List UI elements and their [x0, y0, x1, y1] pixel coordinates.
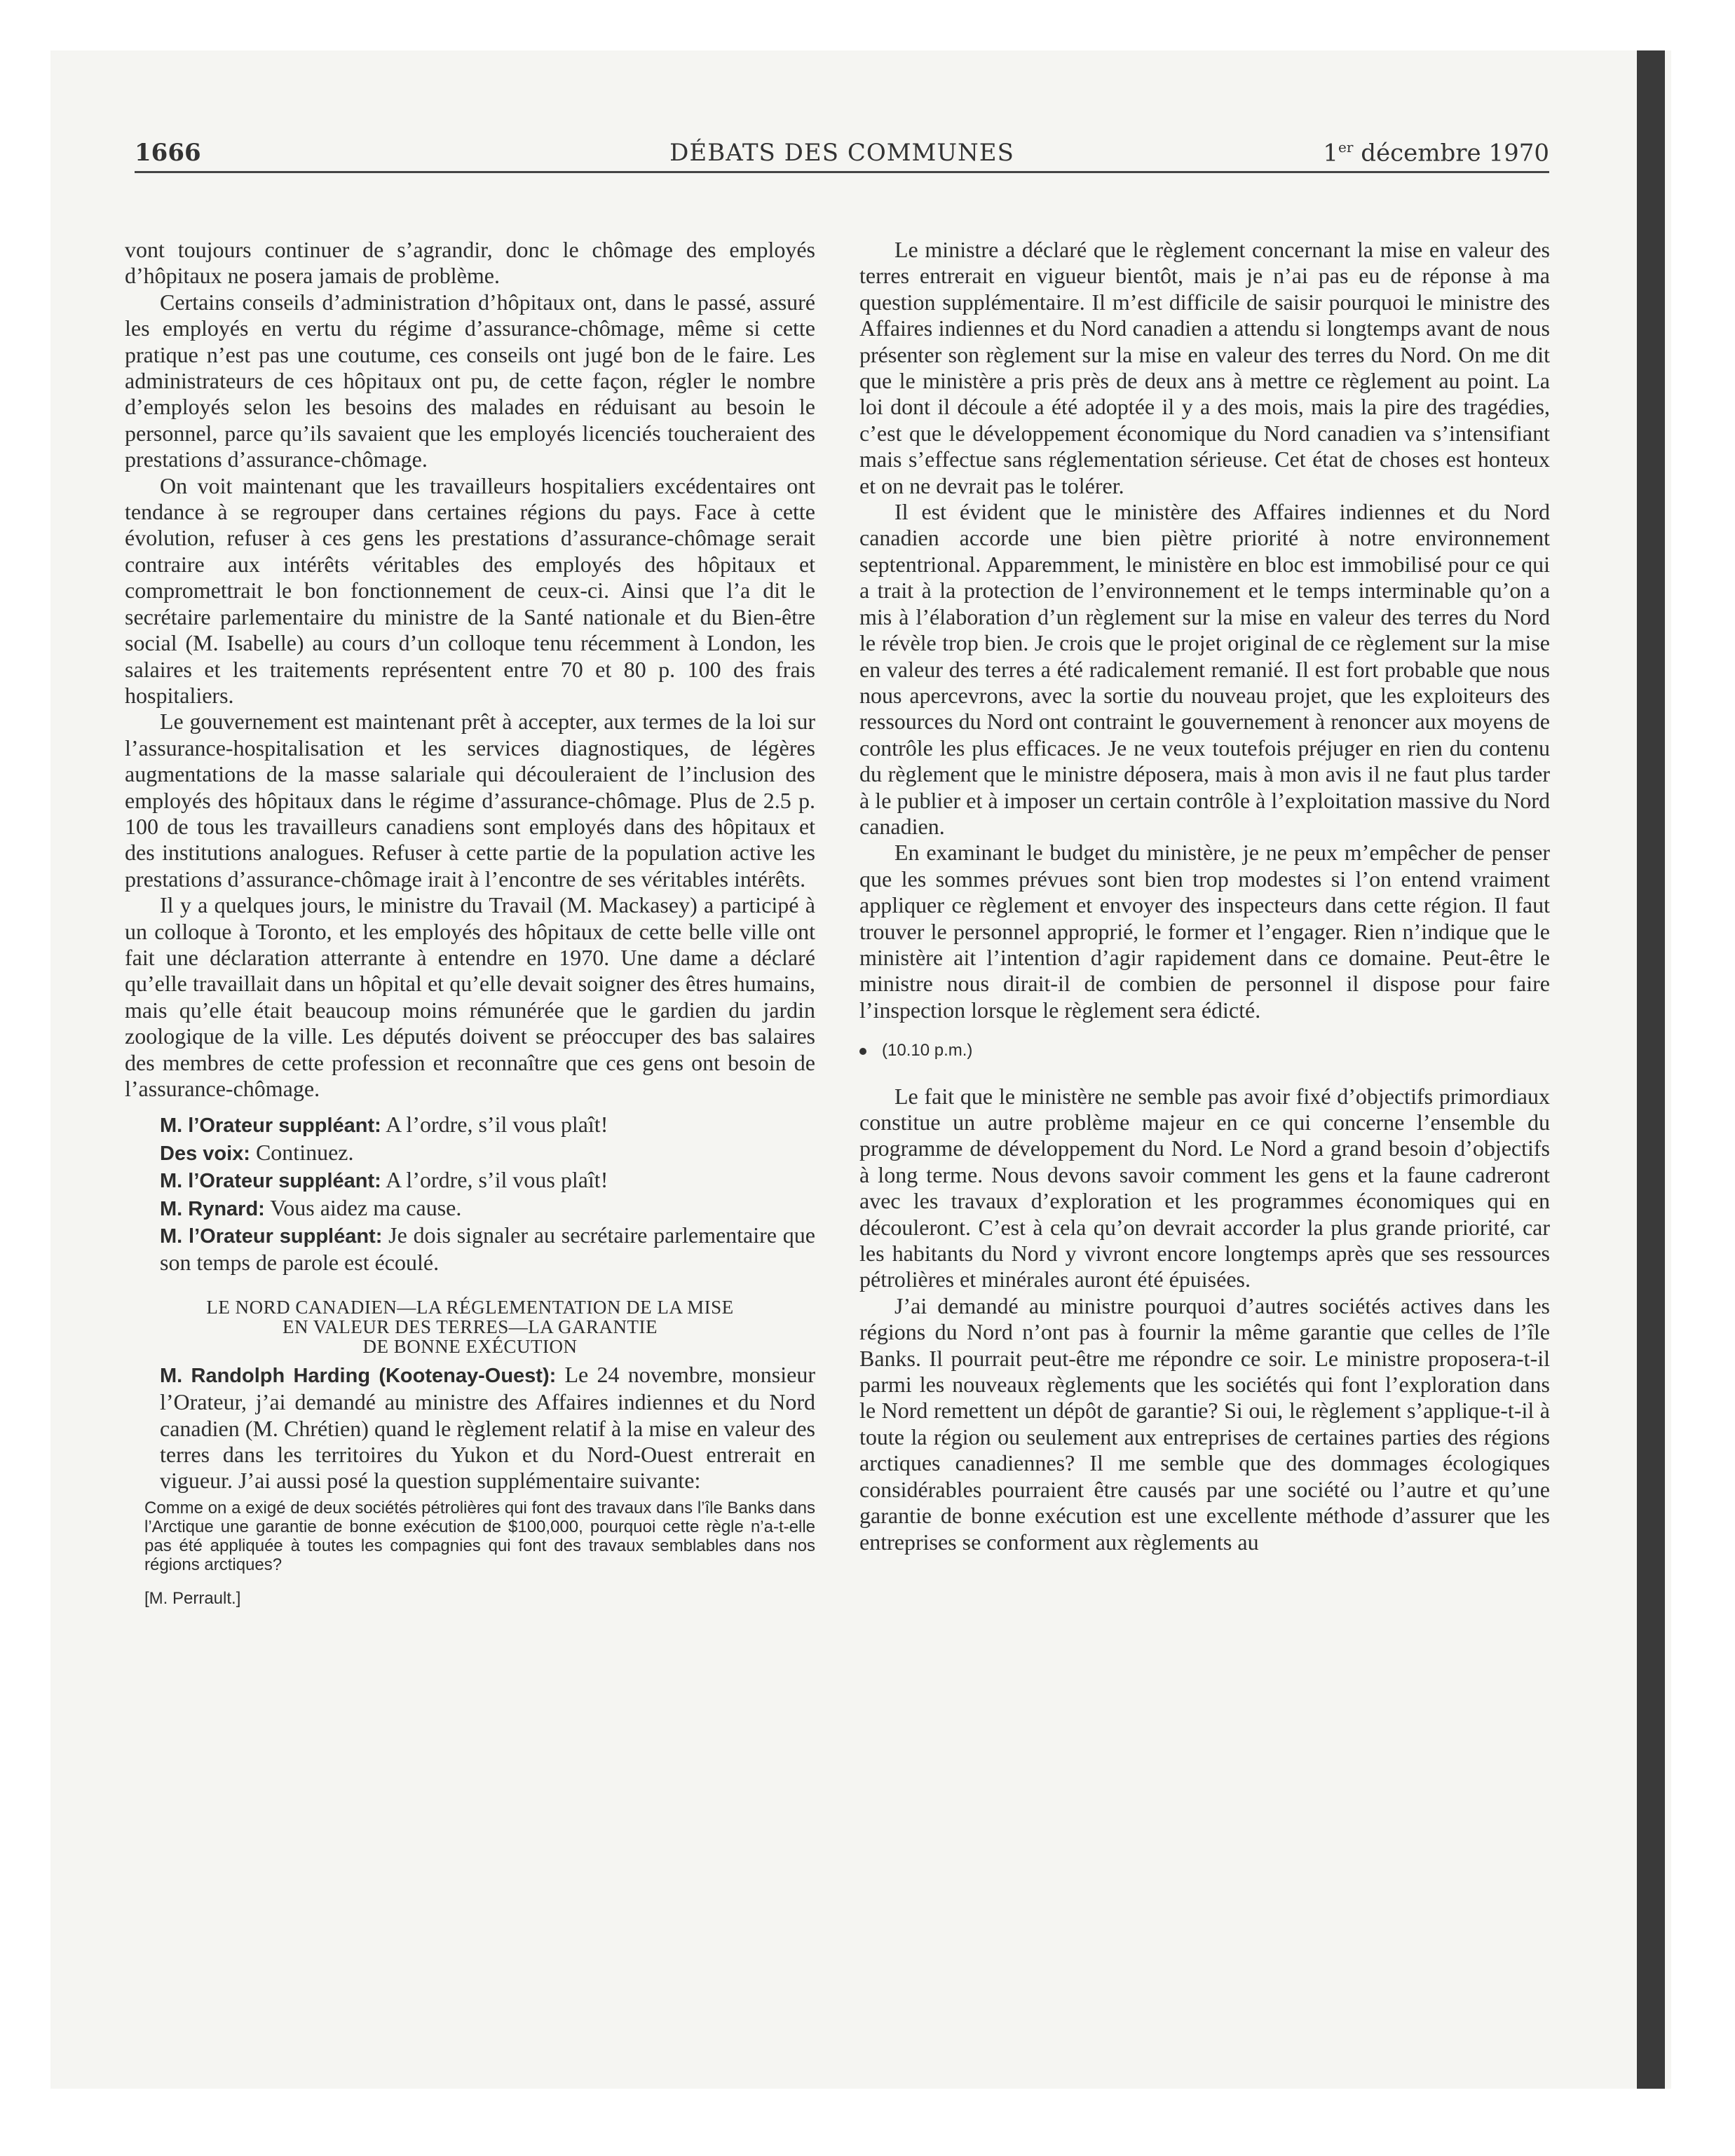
paragraph: Certains conseils d’administration d’hôpitaux ont, dans le passé, assuré les employés en vertu du régime d’assurance-chômage, même si cette pratique n’est pas une coutume, ces conseils ont jugé bon de le faire. Les administrateurs de ces hôpitaux ont pu, de cette façon, régler le nombre d’employés selon les besoins des malades en réduisant au besoin le personnel, parce qu’ils savaient que les employés licenciés toucheraient des prestations d’assurance-chômage. [125, 289, 815, 472]
section-heading-line: EN VALEUR DES TERRES—LA GARANTIE [282, 1316, 658, 1337]
speech-entry [125, 1140, 815, 1167]
header-rule [135, 171, 1549, 173]
speaker-name: M. l’Orateur suppléant: [160, 1170, 381, 1193]
speaker-name: Des voix: [160, 1142, 250, 1165]
speaker-name: M. Randolph Harding (Kootenay-Ouest): [160, 1364, 557, 1387]
scan-edge [1637, 50, 1665, 2089]
speaker-name: M. l’Orateur suppléant: [160, 1114, 381, 1138]
paragraph: J’ai demandé au ministre pourquoi d’autres sociétés actives dans les régions du Nord n’ont pas à fournir la même garantie que celles de l’île Banks. Il pourrait peut-être me répondre ce soir. Le ministre proposera-t-il parmi les nouveaux règlements que les sociétés qui font l’exploration dans le Nord remettent un dépôt de garantie? Si oui, le règlement s’applique-t-il à toute la région ou seulement aux entreprises de certaines parties des régions arctiques canadiennes? Il me semble que des dommages écologiques considérables pourraient être causés par une société ou l’autre et qu’une garantie de bonne exécution est une excellente méthode d’assurer que les entreprises se conforment aux règlements au [859, 1292, 1550, 1555]
speech-text: A l’ordre, s’il vous plaît! [381, 1112, 608, 1138]
speech-text: Le 24 novembre, monsieur l’Orateur, j’ai demandé au ministre des Affaires indiennes et du Nord canadien (M. Chrétien) quand le règlement relatif à la mise en valeur des terres dans les territoires du Yukon et du Nord-Ouest entrerait en vigueur. J’ai aussi posé la question supplémentaire suivante: [160, 1361, 815, 1494]
quote-text: Comme on a exigé de deux sociétés pétrolières qui font des travaux dans l’île Banks dans l’Arctique une garantie de bonne exécution de $100,000, pourquoi cette règle n’a-t-elle pas été appliquée à toutes les compagnies qui font des travaux semblables dans nos régions arctiques? [144, 1498, 815, 1574]
speech-entry [125, 1167, 815, 1194]
paragraph: On voit maintenant que les travailleurs hospitaliers excédentaires ont tendance à se regrouper dans certaines régions du pays. Face à cette évolution, refuser à ces gens les prestations d’assurance-chômage serait contraire aux intérêts véritables des employés des hôpitaux et compromettrait le bon fonctionnement de ceux-ci. Ainsi que l’a dit le secrétaire parlementaire du ministre de la Santé nationale et du Bien-être social (M. Isabelle) au cours d’un colloque tenu récemment à London, les salaires et les traitements représentent entre 70 et 80 p. 100 des frais hospitaliers. [125, 472, 815, 708]
section-heading [125, 1297, 815, 1356]
timestamp-text: (10.10 p.m.) [882, 1041, 973, 1060]
page-header [135, 139, 1549, 172]
speaker-name: M. Rynard: [160, 1197, 265, 1220]
paragraph: Le fait que le ministère ne semble pas avoir fixé d’objectifs primordiaux constitue un autre problème majeur en ce qui concerne l’ensemble du programme de développement du Nord. Le Nord a grand besoin d’objectifs à long terme. Nous devons savoir comment les gens et la faune cadreront avec les travaux d’exploration et les programmes économiques qui en découleront. C’est à cela qu’on devrait accorder la plus grande priorité, car les habitants du Nord y vivront encore longtemps après que ses ressources pétrolières et minérales auront été épuisées. [859, 1083, 1550, 1292]
speaker-name: M. l’Orateur suppléant: [160, 1225, 383, 1248]
speaker-attribution: [M. Perrault.] [144, 1588, 241, 1608]
date-rest: décembre 1970 [1353, 139, 1549, 168]
paragraph: En examinant le budget du ministère, je ne peux m’empêcher de penser que les sommes prévues sont bien trop modestes si l’on entend vraiment appliquer ce règlement et envoyer des inspecteurs dans cette région. Il faut trouver le personnel approprié, le former et l’engager. Rien n’indique que le ministère ait l’intention d’agir rapidement dans ce domaine. Peut-être le ministre nous dirait-il de combien de personnel il dispose pour faire l’inspection lorsque le règlement sera édicté. [859, 840, 1550, 1023]
speech-entry [125, 1195, 815, 1222]
speech-entry [125, 1362, 815, 1494]
block-quote [125, 1499, 815, 1574]
speech-text: Vous aidez ma cause. [264, 1194, 462, 1220]
speech-entry [125, 1112, 815, 1139]
paragraph: Il y a quelques jours, le ministre du Travail (M. Mackasey) a participé à un colloque à Toronto, et les employés des hôpitaux de cette belle ville ont fait une déclaration atterrante à entendre en 1970. Une dame a déclaré qu’elle travaillait dans un hôpital et qu’elle devait soigner des êtres humains, mais qu’elle était beaucoup moins rémunérée que le gardien du jardin zoologique de la ville. Les députés doivent se préoccuper des bas salaires des membres de cette profession et reconnaître que ces gens ont besoin de l’assurance-chômage. [125, 892, 815, 1101]
date-day: 1 [1323, 139, 1339, 168]
section-heading-line: LE NORD CANADIEN—LA RÉGLEMENTATION DE LA MISE [206, 1296, 734, 1318]
paragraph: Le ministre a déclaré que le règlement concernant la mise en valeur des terres entrerait en vigueur bientôt, mais je n’ai pas eu de réponse à ma question supplémentaire. Il m’est difficile de saisir pourquoi le ministre des Affaires indiennes et du Nord canadien a attendu si longtemps avant de nous présenter son règlement sur la mise en valeur des terres du Nord. On me dit que le ministère a pris près de deux ans à mettre ce règlement au point. La loi dont il découle a été adoptée il y a des mois, mais la pire des tragédies, c’est que le développement économique du Nord canadien va s’intensifiant mais s’effectue sans réglementation sérieuse. Cet état de choses est honteux et on ne devrait pas le tolérer. [859, 237, 1550, 498]
paragraph: vont toujours continuer de s’agrandir, donc le chômage des employés d’hôpitaux ne posera jamais de problème. [125, 237, 815, 289]
section-heading-line: DE BONNE EXÉCUTION [362, 1335, 578, 1357]
timestamp [859, 1037, 1550, 1063]
left-column [125, 237, 815, 1611]
speech-text: A l’ordre, s’il vous plaît! [381, 1167, 608, 1193]
paragraph: Il est évident que le ministère des Affaires indiennes et du Nord canadien accorde une bien piètre priorité à notre environnement septentrional. Apparemment, le ministère en bloc est immobilisé pour ce qui a trait à la protection de l’environnement et le temps interminable qu’on a mis à l’élaboration d’un règlement sur la mise en valeur des terres du Nord le révèle trop bien. Je crois que le projet original de ce règlement sur la mise en valeur des terres a été radicalement remanié. Il est fort probable que nous nous apercevrons, avec la sortie du nouveau projet, que les exploiteurs des ressources du Nord ont contraint le gouvernement à renoncer aux moyens de contrôle les plus efficaces. Je ne veux toutefois préjuger en rien du contenu du règlement que le ministre déposera, mais à mon avis il ne faut plus tarder à le publier et à imposer un certain contrôle à l’exploitation massive du Nord canadien. [859, 499, 1550, 839]
speech-text: Continuez. [250, 1139, 354, 1165]
paragraph: Le gouvernement est maintenant prêt à accepter, aux termes de la loi sur l’assurance-hospitalisation et les services diagnostiques, de légères augmentations de la masse salariale qui découleraient de l’inclusion des employés des hôpitaux dans le régime d’assurance-chômage. Plus de 2.5 p. 100 de tous les travailleurs canadiens sont employés dans des hôpitaux et des institutions analogues. Refuser à cette partie de la population active les prestations d’assurance-chômage irait à l’encontre de ses véritables intérêts. [125, 709, 815, 892]
page-number: 1666 [135, 139, 201, 167]
journal-title: DÉBATS DES COMMUNES [669, 139, 1014, 167]
right-column [859, 237, 1550, 1555]
speech-text: Je dois signaler au secrétaire parlementaire que son temps de parole est écoulé. [160, 1222, 815, 1276]
date-superscript: er [1338, 139, 1354, 156]
bullet-icon [859, 1048, 866, 1055]
header-date [1323, 139, 1549, 167]
speech-entry [125, 1222, 815, 1276]
